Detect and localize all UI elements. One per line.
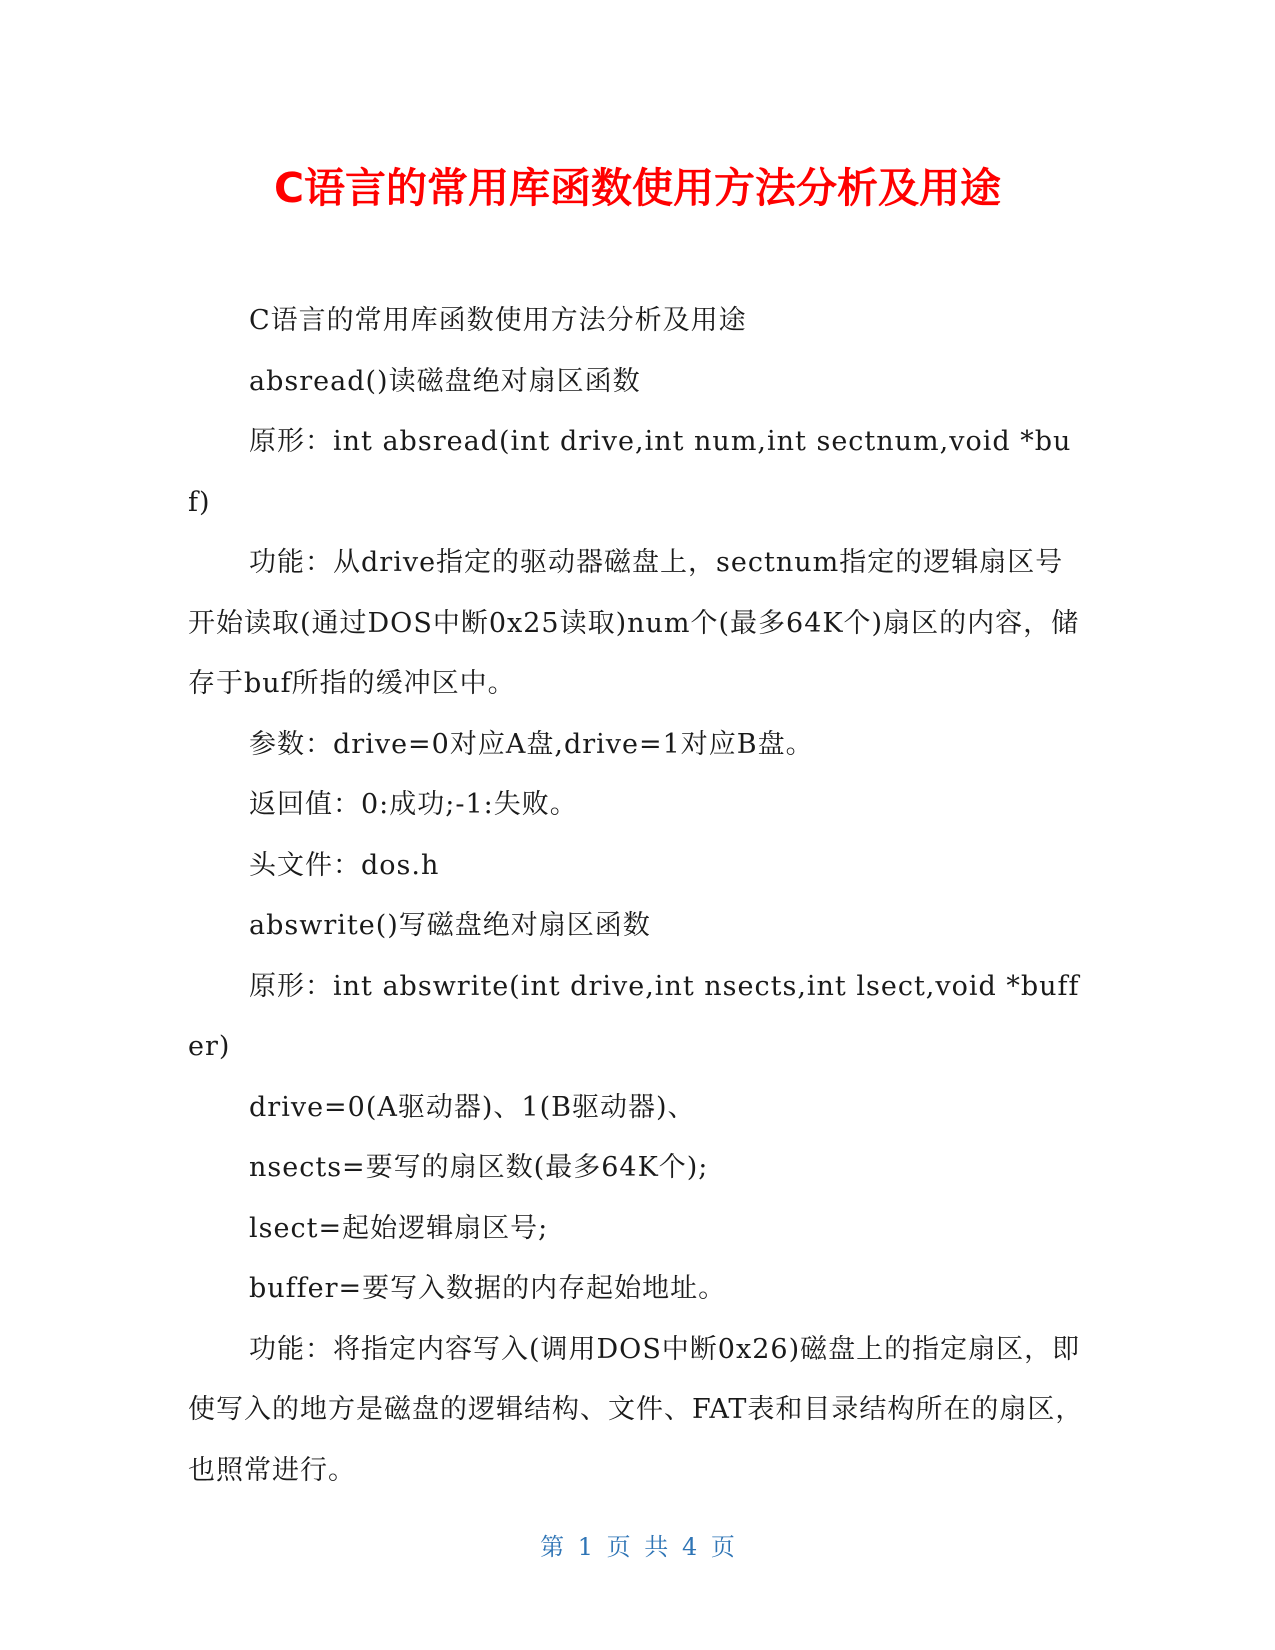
page-footer: 第 1 页 共 4 页	[540, 1533, 735, 1561]
paragraph: C语言的常用库函数使用方法分析及用途	[249, 305, 747, 336]
paragraph: 功能：从drive指定的驱动器磁盘上，sectnum指定的逻辑扇区号开始读取(通过DOS中断0x25读取)num个(最多64K个)扇区的内容，储存于buf所指的缓冲区中。	[188, 547, 1080, 699]
paragraph: 返回值：0:成功;-1:失败。	[249, 789, 578, 820]
paragraph: 原形：int abswrite(int drive,int nsects,int lsect,void *buffer)	[188, 970, 1080, 1062]
paragraph: 参数：drive=0对应A盘,drive=1对应B盘。	[249, 728, 814, 760]
document-body	[188, 291, 1090, 1501]
paragraph: 原形：int absread(int drive,int num,int sectnum,void *buf)	[188, 426, 1072, 518]
paragraph: drive=0(A驱动器)、1(B驱动器)、	[249, 1091, 696, 1123]
paragraph: abswrite()写磁盘绝对扇区函数	[249, 910, 651, 941]
paragraph: 头文件：dos.h	[249, 849, 440, 881]
paragraph: nsects=要写的扇区数(最多64K个);	[249, 1152, 709, 1183]
paragraph: absread()读磁盘绝对扇区函数	[249, 365, 641, 397]
paragraph: lsect=起始逻辑扇区号;	[249, 1212, 549, 1244]
paragraph: buffer=要写入数据的内存起始地址。	[249, 1273, 727, 1304]
page-title: C语言的常用库函数使用方法分析及用途	[273, 164, 1002, 212]
paragraph: 功能：将指定内容写入(调用DOS中断0x26)磁盘上的指定扇区，即使写入的地方是磁盘的逻辑结构、文件、FAT表和目录结构所在的扇区，也照常进行。	[188, 1333, 1084, 1486]
